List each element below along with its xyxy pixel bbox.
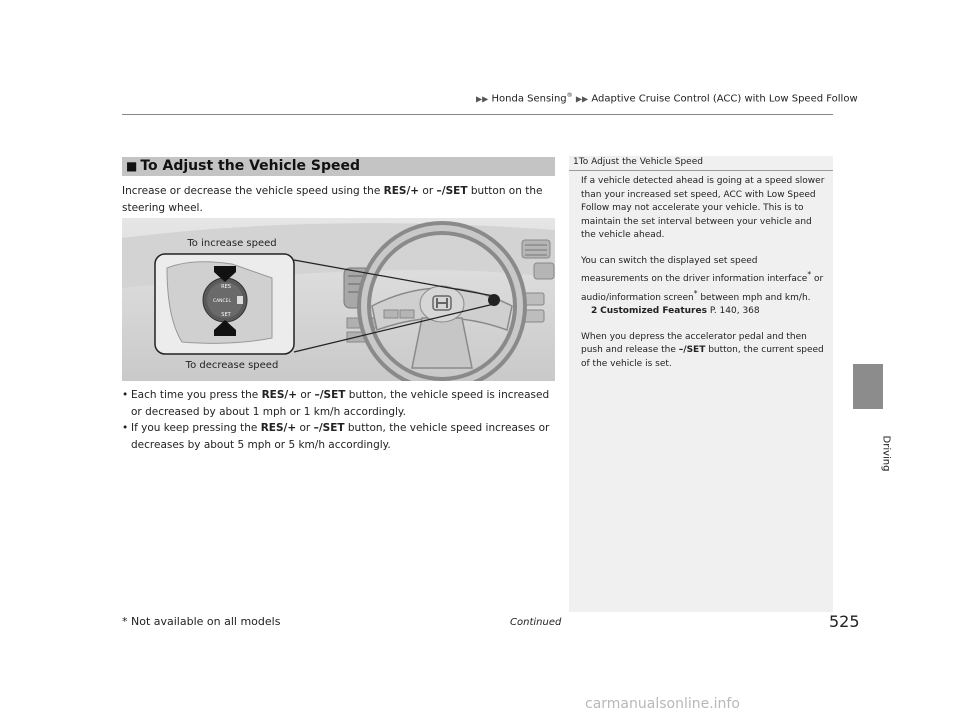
section-square-icon: ■ [126, 159, 138, 173]
note-heading: 1To Adjust the Vehicle Speed [573, 157, 703, 167]
continued-label: Continued [510, 617, 562, 628]
note-paragraph: When you depress the accelerator pedal and then push and release the –/SET button, the current speed of the vehicle is set. [581, 331, 824, 369]
bullet-item: • If you keep pressing the RES/+ or –/SET button, the vehicle speed increases or decreases by about 5 mph or 5 km/h accordingly. [122, 422, 550, 451]
bullet-list [122, 387, 562, 453]
section-title: ■ To Adjust the Vehicle Speed [126, 158, 360, 174]
increase-speed-callout: To increase speed [187, 238, 277, 249]
res-button-label: RES [221, 284, 231, 290]
decrease-speed-callout: To decrease speed [185, 360, 279, 371]
chapter-tab [853, 364, 883, 409]
breadcrumb-arrow-icon: ▶▶ [575, 94, 589, 104]
chapter-label: Driving [880, 435, 892, 472]
registered-mark: ® [566, 92, 573, 99]
steering-wheel-drawing [122, 218, 555, 381]
bullet-dot-icon: • [122, 389, 129, 401]
header-divider [122, 114, 833, 115]
page-number: 525 [829, 612, 860, 631]
note-divider [569, 170, 833, 171]
intro-paragraph: Increase or decrease the vehicle speed using the RES/+ or –/SET button on the steering wheel. [122, 185, 543, 214]
note-body [581, 175, 827, 383]
breadcrumb-item-acc[interactable]: Adaptive Cruise Control (ACC) with Low Speed Follow [591, 93, 858, 105]
note-ref-icon: 1 [573, 157, 579, 167]
bullet-item: • Each time you press the RES/+ or –/SET button, the vehicle speed is increased or decreased by about 1 mph or 1 km/h accordingly. [122, 389, 550, 418]
watermark: carmanualsonline.info [585, 696, 740, 712]
cancel-button-label: CANCEL [212, 299, 232, 304]
breadcrumb-arrow-icon: ▶▶ [476, 94, 489, 104]
breadcrumb-item-honda-sensing[interactable]: Honda Sensing [491, 93, 567, 105]
note-paragraph: If a vehicle detected ahead is going at a speed slower than your increased set speed, ACC with Low Speed Follow may not accelerate your vehicle. This is to maintain the set interval between your vehicle and the vehicle ahead. [581, 176, 825, 240]
steering-wheel-illustration [122, 218, 555, 381]
breadcrumb [476, 92, 858, 104]
footnote: * Not available on all models [122, 615, 281, 628]
bullet-dot-icon: • [122, 422, 129, 434]
note-paragraph: You can switch the displayed set speed measurements on the driver information interface* or audio/information screen* between mph and km/h. [581, 255, 824, 303]
cross-reference-link[interactable]: 2 Customized Features P. 140, 368 [591, 306, 760, 316]
set-button-label: SET [221, 312, 231, 318]
xref-arrow-icon: 2 [591, 306, 598, 316]
